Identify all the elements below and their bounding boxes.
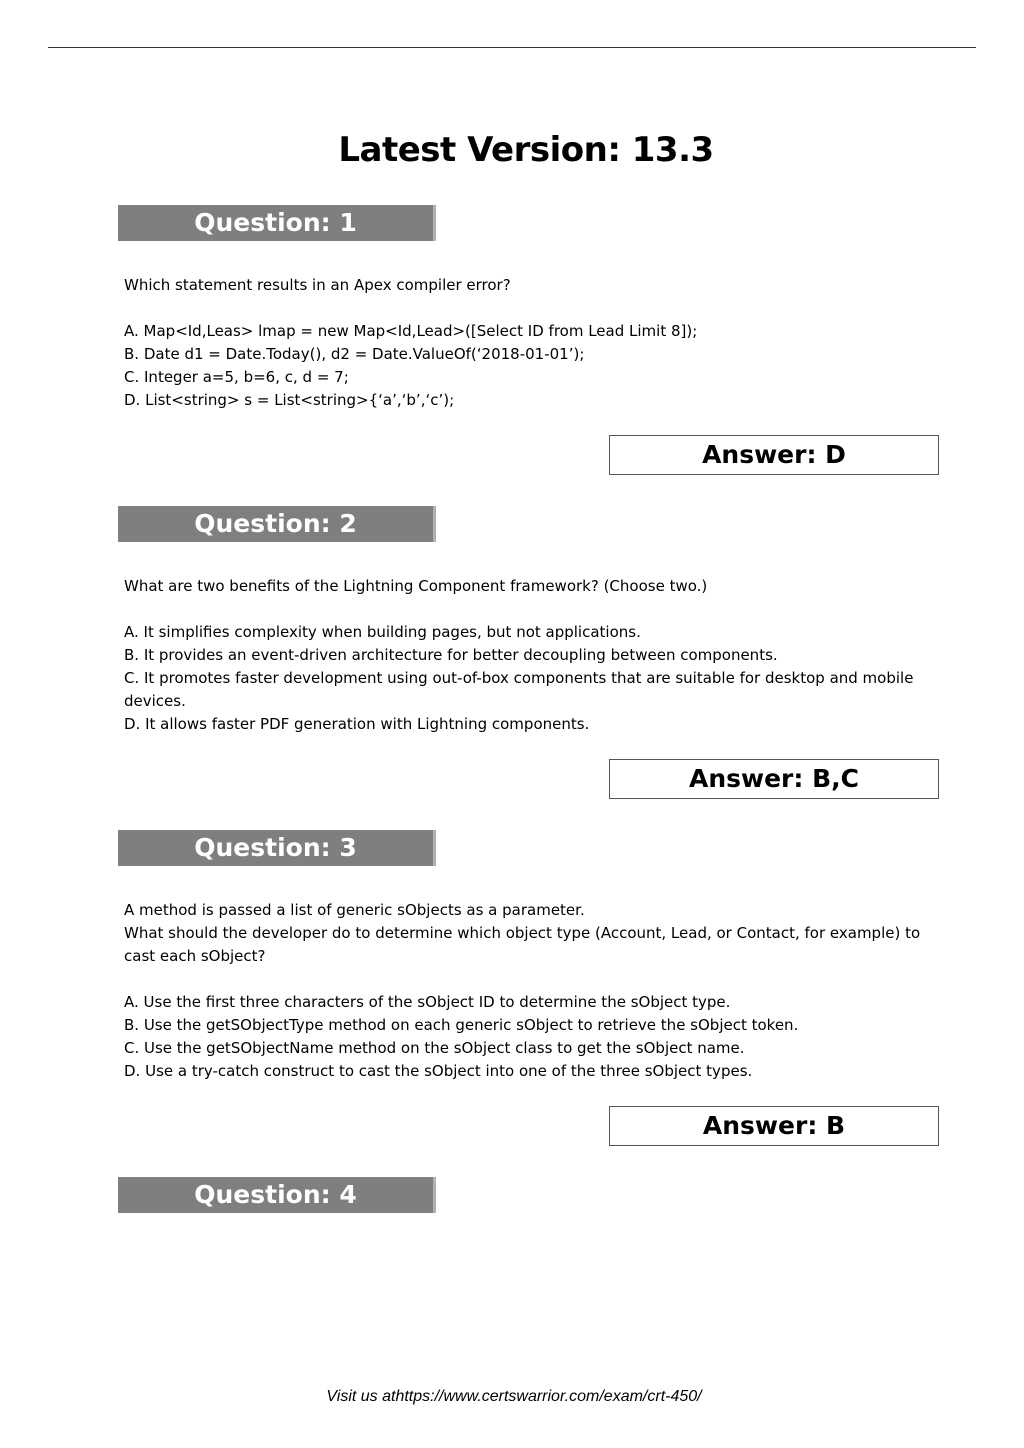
question-1-option-a: A. Map<Id,Leas> lmap = new Map<Id,Lead>([Select ID from Lead Limit 8]); xyxy=(124,322,698,340)
question-1-option-d: D. List<string> s = List<string>{‘a’,‘b’,‘c’); xyxy=(124,391,455,409)
question-3-stem-line-2: What should the developer do to determine which object type (Account, Lead, or Contact, for example) to cast each sObject? xyxy=(124,924,921,965)
question-3-option-d: D. Use a try-catch construct to cast the sObject into one of the three sObject types. xyxy=(124,1062,753,1080)
question-3-header: Question: 3 xyxy=(118,830,436,866)
question-1-answer: Answer: D xyxy=(609,435,939,475)
header-rule xyxy=(48,47,976,48)
question-2-stem: What are two benefits of the Lightning Component framework? (Choose two.) xyxy=(124,577,708,595)
question-3-option-b: B. Use the getSObjectType method on each generic sObject to retrieve the sObject token. xyxy=(124,1016,799,1034)
question-1-header: Question: 1 xyxy=(118,205,436,241)
footer-visit-link[interactable]: Visit us athttps://www.certswarrior.com/exam/crt-450/ xyxy=(326,1388,702,1405)
question-2-option-d: D. It allows faster PDF generation with Lightning components. xyxy=(124,715,590,733)
question-3-stem-line-1: A method is passed a list of generic sObjects as a parameter. xyxy=(124,901,585,919)
question-1-body xyxy=(124,274,944,412)
document-title: Latest Version: 13.3 xyxy=(338,130,714,170)
question-2-header: Question: 2 xyxy=(118,506,436,542)
question-3-option-a: A. Use the first three characters of the sObject ID to determine the sObject type. xyxy=(124,993,731,1011)
question-2-option-b: B. It provides an event-driven architecture for better decoupling between components. xyxy=(124,646,778,664)
question-4-header: Question: 4 xyxy=(118,1177,436,1213)
question-2-option-c: C. It promotes faster development using out-of-box components that are suitable for desktop and mobile devices. xyxy=(124,669,914,710)
question-2-body xyxy=(124,575,944,736)
question-1-option-c: C. Integer a=5, b=6, c, d = 7; xyxy=(124,368,349,386)
question-1-option-b: B. Date d1 = Date.Today(), d2 = Date.ValueOf(‘2018-01-01’); xyxy=(124,345,585,363)
question-2-answer: Answer: B,C xyxy=(609,759,939,799)
question-3-answer: Answer: B xyxy=(609,1106,939,1146)
question-1-stem: Which statement results in an Apex compiler error? xyxy=(124,276,511,294)
question-3-option-c: C. Use the getSObjectName method on the sObject class to get the sObject name. xyxy=(124,1039,745,1057)
question-2-option-a: A. It simplifies complexity when building pages, but not applications. xyxy=(124,623,641,641)
question-3-body xyxy=(124,899,944,1083)
